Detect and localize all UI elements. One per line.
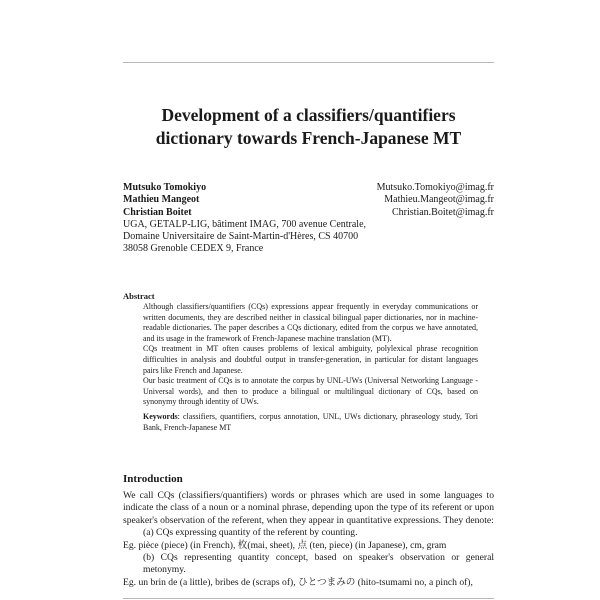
author-name: Christian Boitet [123, 206, 192, 218]
affiliation-line: 38058 Grenoble CEDEX 9, France [123, 243, 264, 255]
title-line-2: dictionary towards French-Japanese MT [155, 128, 462, 148]
introduction-body [123, 490, 494, 589]
affiliation [123, 219, 366, 256]
affiliation-line: UGA, GETALP-LIG, bâtiment IMAG, 700 avenue Centrale, [123, 219, 367, 230]
keywords [143, 412, 478, 433]
author-emails [377, 182, 494, 219]
intro-example: Eg. pièce (piece) (in French), 枚(mai, sheet), 点 (ten, piece) (in Japanese), cm, gram [123, 539, 447, 551]
intro-item: (b) CQs representing quantity concept, based on speaker's observation or general metonymy. [143, 552, 494, 576]
title-line-1: Development of a classifiers/quantifiers [161, 105, 456, 125]
author-email[interactable]: Christian.Boitet@imag.fr [392, 206, 494, 218]
keywords-text: : classifiers, quantifiers, corpus annotation, UNL, UWs dictionary, phraseology study, Tori Bank, French-Japanese MT [143, 411, 478, 432]
abstract-paragraph: CQs treatment in MT often causes problems of lexical ambiguity, polylexical phrase recognition difficulties in analysis and doubtful output in transfer-generation, in particular for distant languages pairs like French and Japanese. [143, 344, 478, 375]
bottom-rule [123, 598, 494, 599]
abstract-paragraph: Our basic treatment of CQs is to annotate the corpus by UNL-UWs (Universal Networking Language - Universal words), and then to produce a bilingual or multilingual dictionary of CQs, based on synonymy through identity of UWs. [143, 376, 478, 407]
keywords-label: Keywords [143, 411, 178, 421]
introduction-heading: Introduction [123, 473, 183, 485]
intro-paragraph: We call CQs (classifiers/quantifiers) words or phrases which are used in some languages to indicate the class of a noun or a nominal phrase, depending upon the type of its referent or upon speaker's observation of the referent, when they appear in quantitative expressions. They denote: [123, 490, 494, 526]
abstract-body [143, 302, 478, 433]
author-email[interactable]: Mathieu.Mangeot@imag.fr [384, 194, 494, 206]
author-name: Mathieu Mangeot [123, 194, 200, 206]
abstract-paragraph: Although classifiers/quantifiers (CQs) expressions appear frequently in everyday communications or written documents, they are described neither in classical bilingual paper dictionaries, nor in machine-readable dictionaries. The paper describes a CQs dictionary, edited from the corpus we have annotated, and its usage in the framework of French-Japanese machine translation (MT). [143, 302, 478, 343]
abstract-heading: Abstract [123, 291, 155, 301]
intro-item: (a) CQs expressing quantity of the referent by counting. [143, 527, 358, 539]
paper-title [123, 104, 494, 150]
author-email[interactable]: Mutsuko.Tomokiyo@imag.fr [376, 182, 494, 193]
affiliation-line: Domaine Universitaire de Saint-Martin-d'Hères, CS 40700 [123, 231, 359, 243]
author-list [123, 182, 206, 219]
intro-example: Eg. un brin de (a little), bribes de (scraps of), ひとつまみの (hito-tsumami no, a pinch of), [123, 576, 473, 588]
top-rule [123, 62, 494, 63]
author-name: Mutsuko Tomokiyo [123, 182, 207, 193]
